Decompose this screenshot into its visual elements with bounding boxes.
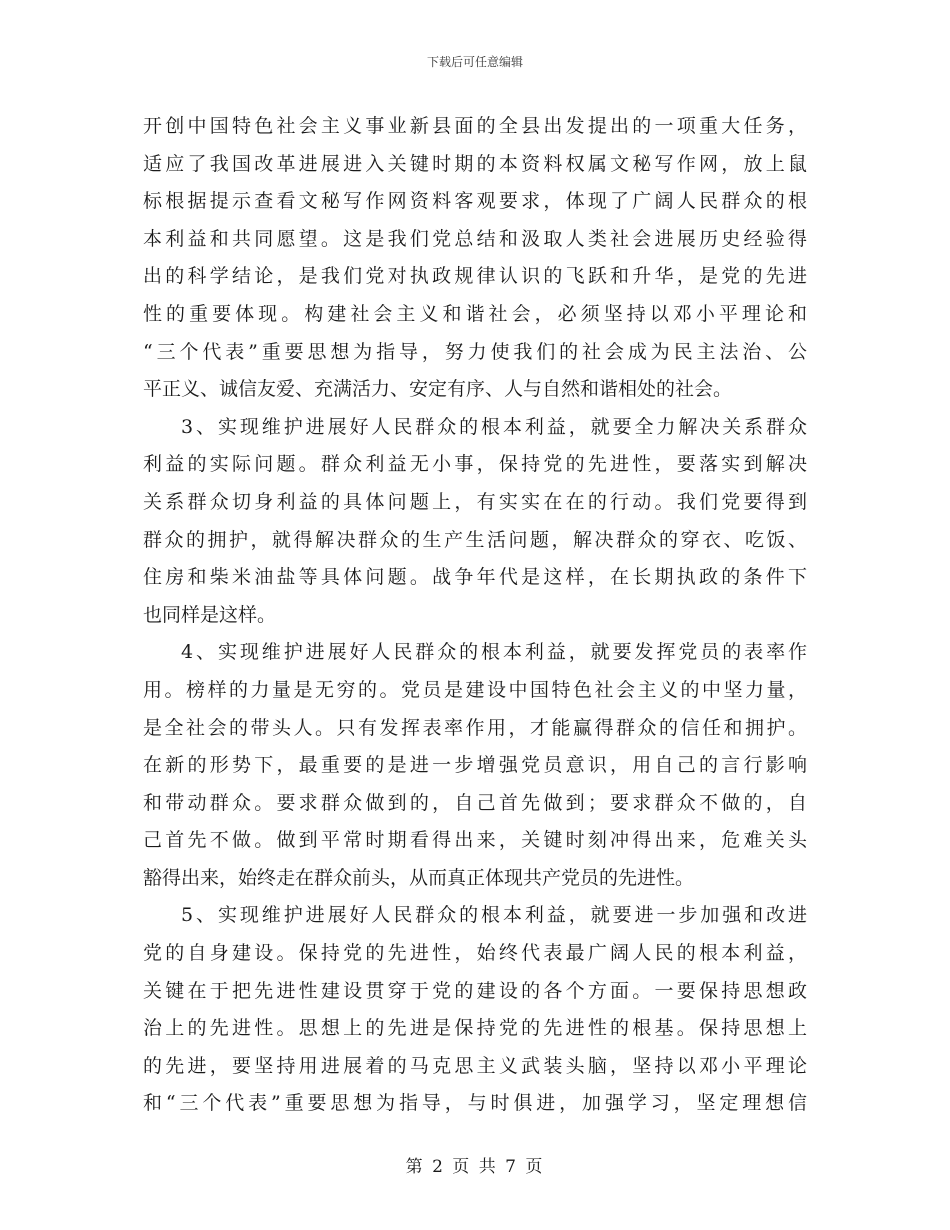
page-header: 下载后可任意编辑 bbox=[426, 55, 523, 69]
text-line: 治上的先进性。思想上的先进是保持党的先进性的根基。保持思想上 bbox=[143, 1017, 807, 1040]
text-line: 关键在于把先进性建设贯穿于党的建设的各个方面。一要保持思想政 bbox=[143, 979, 807, 1002]
text-line: 5、实现维护进展好人民群众的根本利益，就要进一步加强和改进 bbox=[181, 904, 807, 927]
text-line: 标根据提示查看文秘写作网资料客观要求，体现了广阔人民群众的根 bbox=[143, 190, 807, 213]
text-line: 群众的拥护，就得解决群众的生产生活问题，解决群众的穿衣、吃饭、 bbox=[143, 528, 807, 551]
text-line: 开创中国特色社会主义事业新县面的全县出发提出的一项重大任务， bbox=[143, 115, 807, 137]
text-line: 性的重要体现。构建社会主义和谐社会，必须坚持以邓小平理论和 bbox=[143, 302, 807, 325]
text-line: 出的科学结论，是我们党对执政规律认识的飞跃和升华，是党的先进 bbox=[143, 265, 807, 288]
text-line: 住房和柴米油盐等具体问题。战争年代是这样，在长期执政的条件下 bbox=[143, 566, 807, 589]
text-line: 用。榜样的力量是无穷的。党员是建设中国特色社会主义的中坚力量， bbox=[143, 678, 807, 701]
text-line: 是全社会的带头人。只有发挥表率作用，才能赢得群众的信任和拥护。 bbox=[143, 716, 807, 739]
text-line: 的先进，要坚持用进展着的马克思主义武装头脑，坚持以邓小平理论 bbox=[143, 1054, 807, 1077]
text-line: 党的自身建设。保持党的先进性，始终代表最广阔人民的根本利益， bbox=[143, 942, 807, 965]
text-line: 适应了我国改革进展进入关键时期的本资料权属文秘写作网，放上鼠 bbox=[143, 152, 807, 175]
text-line: 己首先不做。做到平常时期看得出来，关键时刻冲得出来，危难关头 bbox=[143, 829, 807, 852]
text-line: 关系群众切身利益的具体问题上，有实实在在的行动。我们党要得到 bbox=[143, 490, 807, 513]
text-line: 豁得出来，始终走在群众前头，从而真正体现共产党员的先进性。 bbox=[143, 866, 695, 889]
text-line: 4、实现维护进展好人民群众的根本利益，就要发挥党员的表率作 bbox=[181, 641, 807, 664]
text-line: 利益的实际问题。群众利益无小事，保持党的先进性，要落实到解决 bbox=[143, 453, 807, 476]
text-line: “三个代表”重要思想为指导，努力使我们的社会成为民主法治、公 bbox=[143, 340, 807, 363]
text-line: 在新的形势下，最重要的是进一步增强党员意识，用自己的言行影响 bbox=[143, 754, 807, 777]
text-line: 3、实现维护进展好人民群众的根本利益，就要全力解决关系群众 bbox=[181, 415, 807, 438]
text-line: 也同样是这样。 bbox=[143, 603, 277, 626]
text-line: 和“三个代表”重要思想为指导，与时俱进，加强学习，坚定理想信 bbox=[143, 1092, 807, 1115]
text-line: 平正义、诚信友爱、充满活力、安定有序、人与自然和谐相处的社会。 bbox=[143, 378, 733, 401]
page-footer: 第 2 页 共 7 页 bbox=[405, 1157, 545, 1177]
document-body bbox=[143, 108, 807, 1123]
text-line: 本利益和共同愿望。这是我们党总结和汲取人类社会进展历史经验得 bbox=[143, 227, 807, 250]
text-line: 和带动群众。要求群众做到的，自己首先做到；要求群众不做的，自 bbox=[143, 791, 807, 814]
